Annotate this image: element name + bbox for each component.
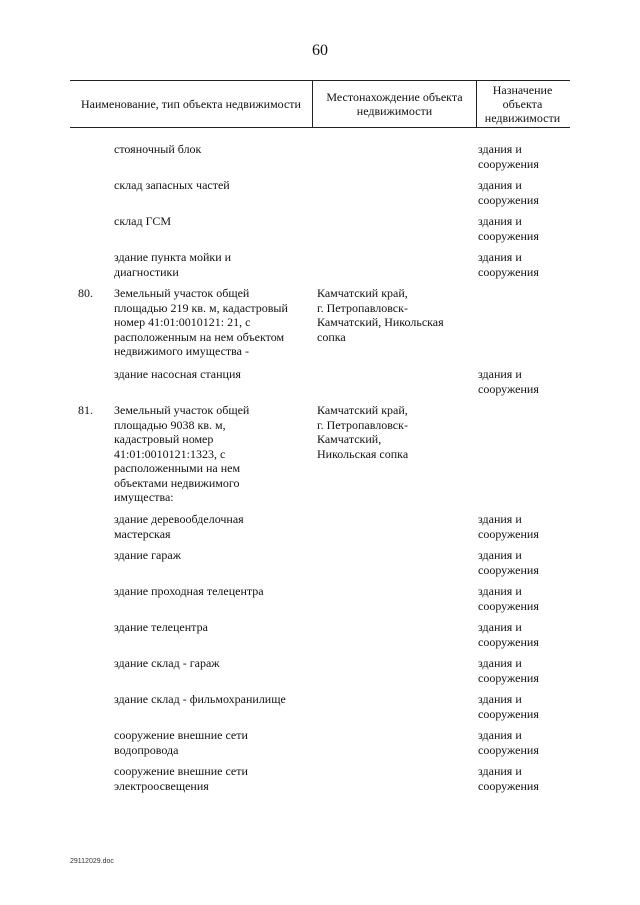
row-name: сооружение внешние сети электроосвещения	[114, 764, 248, 793]
row-purpose: здания и сооружения	[478, 584, 539, 613]
header-location: Местонахождение объекта недвижимости	[312, 81, 477, 127]
row-purpose: здания и сооружения	[478, 512, 539, 541]
row-name: Земельный участок общей площадью 9038 кв. м, кадастровый номер 41:01:0010121:1323, с расположенными на нем объектами недвижимого имущества:	[114, 403, 250, 504]
header-name: Наименование, тип объекта недвижимости	[81, 97, 301, 111]
row-name: здание гараж	[114, 548, 181, 562]
row-purpose: здания и сооружения	[478, 728, 539, 757]
row-name: здание пункта мойки и диагностики	[114, 250, 232, 279]
row-purpose: здания и сооружения	[478, 250, 539, 279]
row-name: здание деревообделочная мастерская	[114, 512, 244, 541]
row-number: 80.	[78, 286, 93, 300]
row-name: склад ГСМ	[114, 214, 172, 228]
row-location: Камчатский край, г. Петропавловск- Камчатский, Никольская сопка	[317, 286, 444, 344]
row-name: здание склад - гараж	[114, 656, 220, 670]
row-purpose: здания и сооружения	[478, 178, 539, 207]
page-number: 60	[312, 42, 328, 59]
row-purpose: здания и сооружения	[478, 142, 539, 171]
row-purpose: здания и сооружения	[478, 692, 539, 721]
row-name: здание насосная станция	[114, 367, 241, 381]
row-name: стояночный блок	[114, 142, 202, 156]
row-purpose: здания и сооружения	[478, 656, 539, 685]
row-name: здание склад - фильмохранилище	[114, 692, 286, 706]
row-name: склад запасных частей	[114, 178, 230, 192]
row-location: Камчатский край, г. Петропавловск- Камчатский, Никольская сопка	[317, 403, 409, 461]
row-name: здание проходная телецентра	[114, 584, 264, 598]
row-purpose: здания и сооружения	[478, 548, 539, 577]
row-name: сооружение внешние сети водопровода	[114, 728, 248, 757]
row-name: здание телецентра	[114, 620, 208, 634]
row-purpose: здания и сооружения	[478, 620, 539, 649]
header-purpose: Назначение объекта недвижимости	[484, 83, 561, 125]
row-number: 81.	[78, 403, 93, 417]
row-name: Земельный участок общей площадью 219 кв. м, кадастровый номер 41:01:0010121: 21, с расположенным на нем объектом недвижимого имущества -	[114, 286, 288, 358]
row-purpose: здания и сооружения	[478, 367, 539, 396]
file-name-footer: 29112029.doc	[70, 858, 114, 865]
row-purpose: здания и сооружения	[478, 214, 539, 243]
row-purpose: здания и сооружения	[478, 764, 539, 793]
table-header	[70, 80, 570, 128]
